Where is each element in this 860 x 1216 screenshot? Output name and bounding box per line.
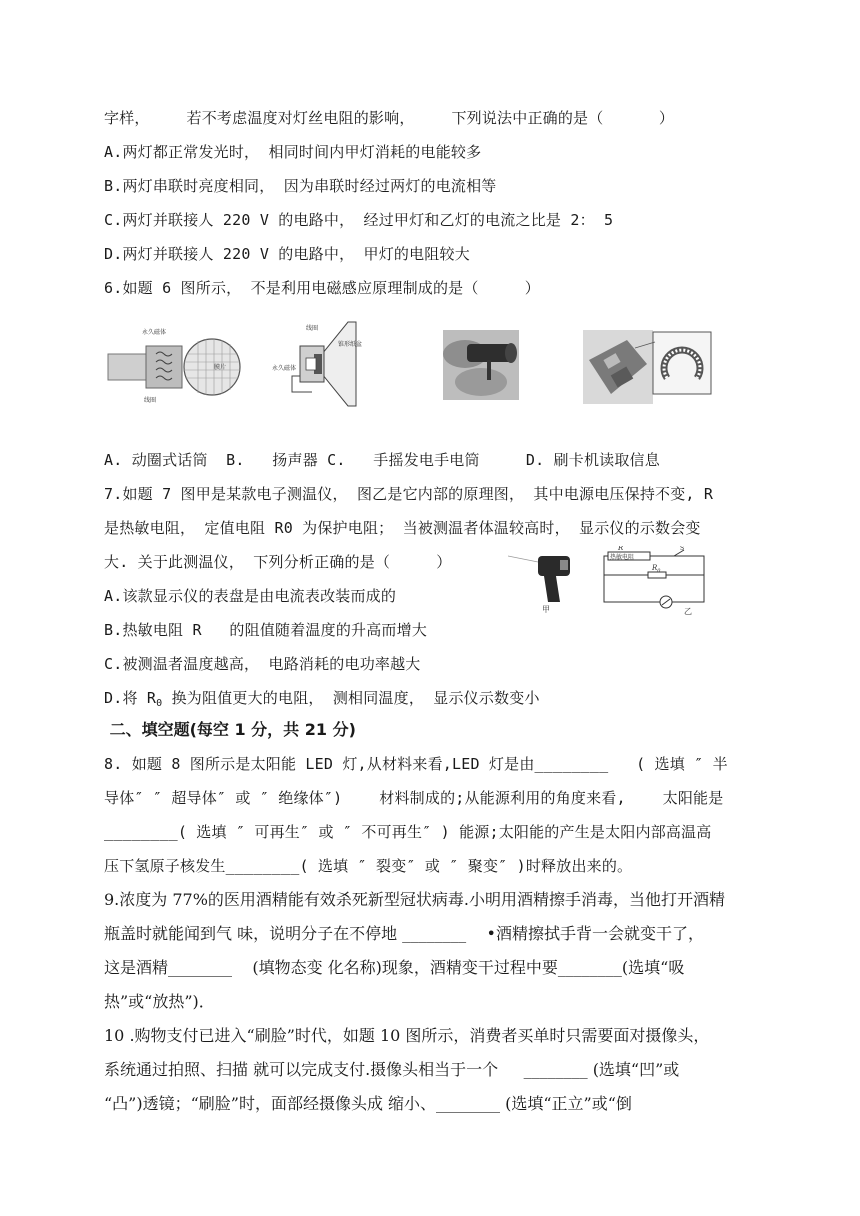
label-r0: $R_0$: [652, 564, 661, 574]
mic-label-film: 膜片: [214, 364, 227, 371]
option-c: C.两灯并联接人 220 V 的电路中， 经过甲灯和乙灯的电流之比是 2： 5: [104, 211, 614, 229]
text-line-1: 字样， 若不考虑温度对灯丝电阻的影响， 下列说法中正确的是（ ）: [104, 109, 675, 127]
question-10-line-2: 系统通过拍照、扫描 就可以完成支付.摄像头相当于一个 ________ (选填“凹”或: [104, 1060, 680, 1079]
option-b: B.两灯串联时亮度相同， 因为串联时经过两灯的电流相等: [104, 177, 497, 195]
label-s: S: [680, 546, 685, 552]
option-d: D.两灯并联接人 220 V 的电路中， 甲灯的电阻较大: [104, 245, 470, 263]
label-r: R: [618, 546, 624, 552]
question-7-line-3: 大. 关于此测温仪， 下列分析正确的是（ ）: [104, 553, 452, 571]
question-6: 6.如题 6 图所示， 不是利用电磁感应原理制成的是（ ）: [104, 279, 540, 297]
card-reader-figure: [583, 330, 713, 404]
hand-crank-flashlight-figure: [443, 330, 519, 400]
speaker-label-magnet: 永久磁体: [272, 365, 297, 372]
speaker-figure: [272, 318, 372, 410]
q7-option-d-part2: 换为阻值更大的电阻， 测相同温度， 显示仪示数变小: [162, 689, 540, 707]
question-7-line-2: 是热敏电阻， 定值电阻 R0 为保护电阻； 当被测温者体温较高时， 显示仪的示数会变: [104, 519, 701, 537]
q7-option-d-sub: 0: [156, 698, 163, 709]
option-a: A.两灯都正常发光时， 相同时间内甲灯消耗的电能较多: [104, 143, 482, 161]
question-9-line-1: 9.浓度为 77%的医用酒精能有效杀死新型冠状病毒.小明用酒精擦手消毒，当他打开酒精: [104, 890, 726, 909]
label-jia: 甲: [542, 605, 550, 614]
label-yi: 乙: [684, 607, 692, 616]
q7-option-d: [104, 688, 540, 711]
question-8-line-1: 8. 如题 8 图所示是太阳能 LED 灯,从材料来看,LED 灯是由________ ( 选填 ″ 半: [104, 755, 728, 773]
section-2-heading: 二、填空题(每空 1 分，共 21 分): [104, 720, 356, 739]
q7-option-c: C.被测温者温度越高， 电路消耗的电功率越大: [104, 655, 421, 673]
question-9-line-3: 这是酒精________ (填物态变 化名称)现象，酒精变干过程中要________(选填“吸: [104, 958, 685, 977]
question-6-options: A. 动圈式话筒 B. 扬声器 C. 手摇发电手电筒 D. 刷卡机读取信息: [104, 451, 660, 469]
thermometer-circuit-figure: [508, 546, 708, 616]
mic-label-magnet: 永久磁体: [142, 329, 167, 336]
question-7-line-1: 7.如题 7 图甲是某款电子测温仪， 图乙是它内部的原理图， 其中电源电压保持不变, R: [104, 485, 714, 503]
question-8-line-4: 压下氢原子核发生________( 选填 ″ 裂变″ 或 ″ 聚变″ )时释放出来的。: [104, 857, 633, 875]
question-8-line-2: 导体″ ″ 超导体″ 或 ″ 绝缘体″) 材料制成的;从能源利用的角度来看, 太阳能是: [104, 789, 724, 807]
question-9-line-4: 热”或“放热”)．: [104, 992, 215, 1011]
mic-label-coil: 线圈: [144, 397, 157, 404]
q7-option-d-part1: D.将 R: [104, 689, 157, 707]
question-10-line-3: “凸”)透镜；“刷脸”时，面部经摄像头成 缩小、________ (选填“正立”或“倒: [104, 1094, 632, 1113]
q7-option-a: A.该款显示仪的表盘是由电流表改装而成的: [104, 587, 397, 605]
question-9-line-2: 瓶盖时就能闻到气 味，说明分子在不停地 ________ •酒精擦拭手背一会就变干了，: [104, 924, 704, 943]
question-10-line-1: 10 .购物支付已进入“刷脸”时代，如题 10 图所示，消费者买单时只需要面对摄像头，: [104, 1026, 710, 1045]
label-thermistor: 热敏电阻: [610, 554, 635, 561]
q7-option-b: B.热敏电阻 R 的阻值随着温度的升高而增大: [104, 621, 428, 639]
question-8-line-3: ________( 选填 ″ 可再生″ 或 ″ 不可再生″ ) 能源;太阳能的产生是太阳内部高温高: [104, 823, 712, 841]
speaker-label-cone: 锥形纸盆: [338, 341, 363, 348]
speaker-label-coil: 线圈: [306, 325, 319, 332]
microphone-figure: [106, 324, 246, 408]
